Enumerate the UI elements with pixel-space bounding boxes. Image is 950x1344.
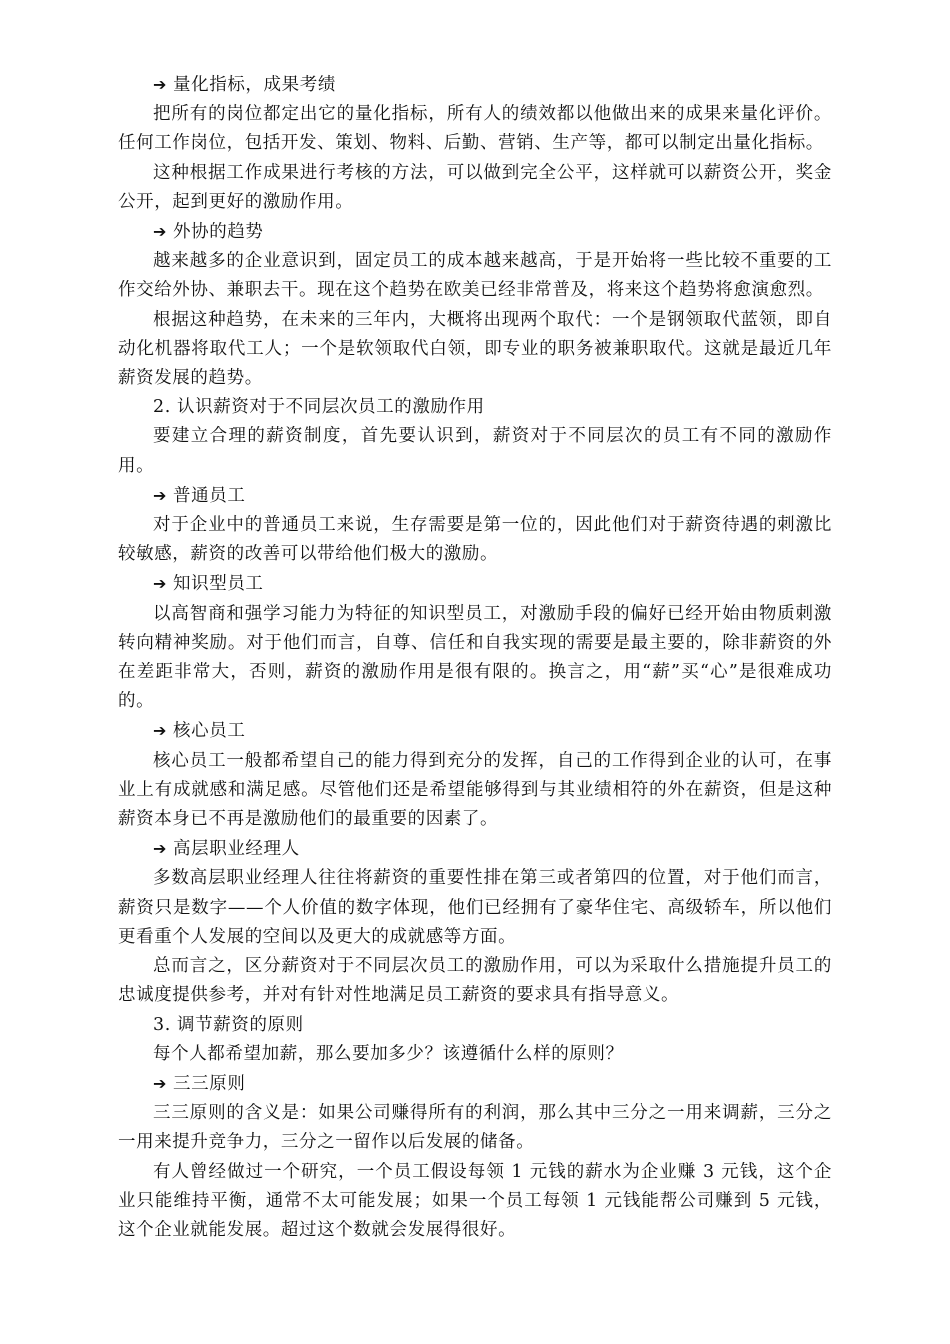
arrow-right-icon: ➔ bbox=[153, 1073, 168, 1093]
section-heading-text: 高层职业经理人 bbox=[173, 839, 300, 860]
section-heading-text: 普通员工 bbox=[173, 485, 246, 506]
section-heading-text: 外协的趋势 bbox=[173, 222, 264, 243]
arrow-right-icon: ➔ bbox=[153, 485, 168, 505]
section-heading-text: 三三原则 bbox=[173, 1073, 246, 1094]
paragraph: 有人曾经做过一个研究，一个员工假设每领 1 元钱的薪水为企业赚 3 元钱，这个企业只能维持平衡，通常不太可能发展；如果一个员工每领 1 元钱能帮公司赚到 5 元钱，这个企业就能发展。超过这个数就会发展得很好。 bbox=[118, 1161, 832, 1240]
section-heading bbox=[118, 569, 832, 599]
section-heading bbox=[118, 716, 832, 746]
arrow-right-icon: ➔ bbox=[153, 574, 168, 594]
arrow-right-icon: ➔ bbox=[153, 839, 168, 859]
paragraph: 核心员工一般都希望自己的能力得到充分的发挥，自己的工作得到企业的认可，在事业上有成就感和满足感。尽管他们还是希望能够得到与其业绩相符的外在薪资，但是这种薪资本身已不再是激励他们的最重要的因素了。 bbox=[118, 750, 832, 830]
numbered-heading: 3. 调节薪资的原则 bbox=[153, 1014, 304, 1035]
document-page bbox=[118, 70, 832, 1245]
paragraph: 越来越多的企业意识到，固定员工的成本越来越高，于是开始将一些比较不重要的工作交给外协、兼职去干。现在这个趋势在欧美已经非常普及，将来这个趋势将愈演愈烈。 bbox=[118, 251, 832, 301]
section-heading bbox=[118, 1069, 832, 1099]
arrow-right-icon: ➔ bbox=[153, 75, 168, 94]
arrow-right-icon: ➔ bbox=[153, 222, 168, 242]
paragraph: 要建立合理的薪资制度，首先要认识到，薪资对于不同层次的员工有不同的激励作用。 bbox=[118, 426, 832, 476]
section-heading bbox=[118, 834, 832, 864]
paragraph: 三三原则的含义是：如果公司赚得所有的利润，那么其中三分之一用来调薪，三分之一用来提升竞争力，三分之一留作以后发展的储备。 bbox=[118, 1103, 832, 1153]
paragraph: 根据这种趋势，在未来的三年内，大概将出现两个取代：一个是钢领取代蓝领，即自动化机器将取代工人；一个是软领取代白领，即专业的职务被兼职取代。这就是最近几年薪资发展的趋势。 bbox=[118, 309, 832, 389]
section-heading-text: 量化指标，成果考绩 bbox=[173, 75, 336, 95]
section-heading bbox=[118, 217, 832, 247]
section-heading bbox=[118, 70, 832, 100]
section-heading-text: 核心员工 bbox=[173, 721, 246, 742]
paragraph: 对于企业中的普通员工来说，生存需要是第一位的，因此他们对于薪资待遇的刺激比较敏感，薪资的改善可以带给他们极大的激励。 bbox=[118, 515, 832, 565]
paragraph: 这种根据工作成果进行考核的方法，可以做到完全公平，这样就可以薪资公开，奖金公开，起到更好的激励作用。 bbox=[118, 162, 832, 212]
arrow-right-icon: ➔ bbox=[153, 721, 168, 741]
numbered-heading: 2. 认识薪资对于不同层次员工的激励作用 bbox=[153, 397, 485, 418]
paragraph: 多数高层职业经理人往往将薪资的重要性排在第三或者第四的位置，对于他们而言，薪资只是数字——个人价值的数字体现，他们已经拥有了豪华住宅、高级轿车，所以他们更看重个人发展的空间以及更大的成就感等方面。 bbox=[118, 868, 832, 947]
section-heading bbox=[118, 481, 832, 511]
paragraph: 把所有的岗位都定出它的量化指标，所有人的绩效都以他做出来的成果来量化评价。任何工作岗位，包括开发、策划、物料、后勤、营销、生产等，都可以制定出量化指标。 bbox=[118, 104, 832, 154]
paragraph: 总而言之，区分薪资对于不同层次员工的激励作用，可以为采取什么措施提升员工的忠诚度提供参考，并对有针对性地满足员工薪资的要求具有指导意义。 bbox=[118, 956, 832, 1006]
section-heading-text: 知识型员工 bbox=[173, 574, 264, 595]
paragraph: 以高智商和强学习能力为特征的知识型员工，对激励手段的偏好已经开始由物质刺激转向精神奖励。对于他们而言，自尊、信任和自我实现的需要是最主要的，除非薪资的外在差距非常大，否则，薪资的激励作用是很有限的。换言之，用“薪”买“心”是很难成功的。 bbox=[118, 603, 832, 712]
paragraph: 每个人都希望加薪，那么要加多少？该遵循什么样的原则？ bbox=[153, 1043, 624, 1064]
